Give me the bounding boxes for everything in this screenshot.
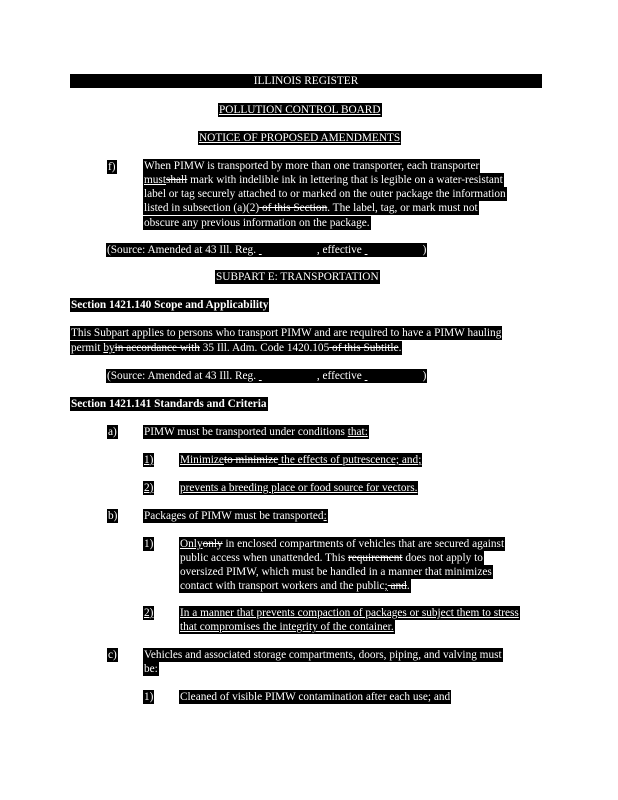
blank-reg-number <box>259 369 317 383</box>
para-c1-marker: 1) <box>144 691 154 703</box>
deletion: to minimize <box>223 454 279 466</box>
para-a1-marker: 1) <box>144 454 154 466</box>
deletion: only <box>202 538 223 550</box>
para-c-line-1: Vehicles and associated storage compartments, doors, piping, and valving must <box>144 649 502 661</box>
insertion: Only <box>180 538 203 550</box>
blank-reg-number <box>259 243 317 257</box>
deletion: shall <box>165 174 188 186</box>
section-140-line-1: This Subpart applies to persons who transport PIMW and are required to have a PIMW hauling <box>71 327 502 339</box>
para-a2-marker: 2) <box>144 482 154 494</box>
deletion: in accordance with <box>114 342 200 354</box>
para-c-marker: c) <box>108 649 117 661</box>
insertion: ; <box>384 580 388 592</box>
para-b2-marker: 2) <box>144 607 154 619</box>
insertion: ; <box>418 454 422 466</box>
para-c-line-2: be: <box>144 663 158 675</box>
register-title: ILLINOIS REGISTER <box>70 74 542 88</box>
deletion: and <box>387 580 407 592</box>
para-b-text: Packages of PIMW must be transported: <box>144 510 327 522</box>
section-141-heading: Section 1421.141 Standards and Criteria <box>71 398 267 410</box>
para-f-line-5: obscure any previous information on the package. <box>144 217 370 229</box>
para-a1-text: Minimizeto minimize the effects of putrescence; and; <box>180 454 422 466</box>
para-f-line-4: listed in subsection (a)(2) of this Section. The label, tag, or mark must not <box>144 202 478 214</box>
para-a-text: PIMW must be transported under conditions that: <box>144 426 368 438</box>
section-140-heading: Section 1421.140 Scope and Applicability <box>71 299 269 311</box>
para-a-marker: a) <box>108 426 117 438</box>
blank-effective-date <box>365 369 423 383</box>
subpart-title: SUBPART E: TRANSPORTATION <box>216 271 379 283</box>
deletion: requirement <box>347 552 403 564</box>
notice-title: NOTICE OF PROPOSED AMENDMENTS <box>199 132 401 144</box>
para-b2-line-2: that compromises the integrity of the container. <box>180 621 394 633</box>
para-b-marker: b) <box>108 510 118 522</box>
para-b1-line-4: contact with transport workers and the public; and. <box>180 580 410 592</box>
para-b2-line-1: In a manner that prevents compaction of packages or subject them to stress <box>180 607 519 619</box>
deletion: of this Section <box>259 202 328 214</box>
para-a2-text: prevents a breeding place or food source for vectors. <box>180 482 418 494</box>
insertion: that: <box>347 426 368 438</box>
board-name: POLLUTION CONTROL BOARD <box>219 104 381 116</box>
deletion: of this Subtitle <box>329 342 399 354</box>
para-f-line-3: label or tag securely attached to or marked on the outer package the information <box>144 188 506 200</box>
insertion: by <box>103 342 115 354</box>
para-b1-marker: 1) <box>144 538 154 550</box>
para-f-line-1: When PIMW is transported by more than one transporter, each transporter <box>144 160 480 172</box>
insertion: : <box>323 510 327 522</box>
source-note-1: (Source: Amended at 43 Ill. Reg. , effective ) <box>107 244 427 256</box>
para-b1-line-3: oversized PIMW, which must be handled in a manner that minimizes <box>180 566 492 578</box>
para-c1-text: Cleaned of visible PIMW contamination after each use; and <box>180 691 451 703</box>
para-f-line-2: mustshall mark with indelible ink in lettering that is legible on a water-resistant <box>144 174 503 186</box>
section-140-line-2: permit byin accordance with 35 Ill. Adm. Code 1420.105 of this Subtitle. <box>71 342 402 354</box>
insertion: Minimize <box>180 454 224 466</box>
para-f-marker: f) <box>108 161 116 173</box>
blank-effective-date <box>365 243 423 257</box>
para-b1-line-2: public access when unattended. This requirement does not apply to <box>180 552 483 564</box>
source-note-2: (Source: Amended at 43 Ill. Reg. , effective ) <box>107 370 427 382</box>
para-b1-line-1: Onlyonly in enclosed compartments of vehicles that are secured against <box>180 538 505 550</box>
insertion: must <box>144 174 166 186</box>
